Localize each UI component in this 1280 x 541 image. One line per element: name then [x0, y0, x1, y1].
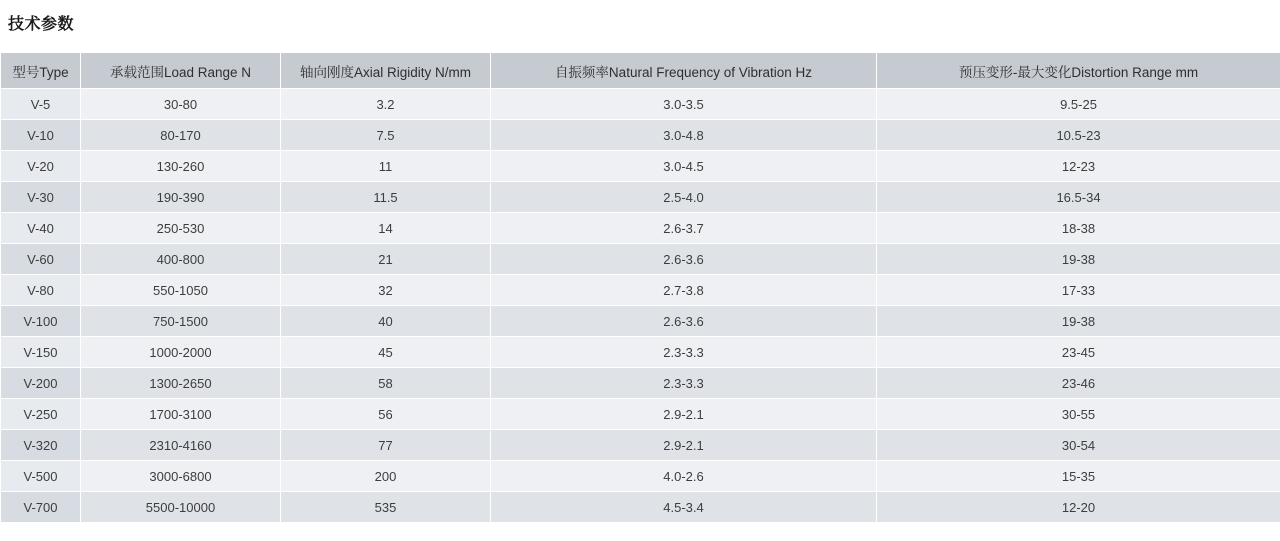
cell-type: V-320 — [1, 430, 81, 461]
cell-load-range: 190-390 — [81, 182, 281, 213]
column-header-axial-rigidity: 轴向刚度Axial Rigidity N/mm — [281, 53, 491, 89]
cell-natural-frequency: 3.0-3.5 — [491, 89, 877, 120]
cell-axial-rigidity: 58 — [281, 368, 491, 399]
cell-distortion-range: 23-45 — [877, 337, 1280, 368]
cell-type: V-100 — [1, 306, 81, 337]
cell-load-range: 1700-3100 — [81, 399, 281, 430]
cell-distortion-range: 16.5-34 — [877, 182, 1280, 213]
cell-axial-rigidity: 11.5 — [281, 182, 491, 213]
column-header-natural-frequency: 自振频率Natural Frequency of Vibration Hz — [491, 53, 877, 89]
table-row — [1, 492, 1280, 523]
cell-type: V-20 — [1, 151, 81, 182]
cell-distortion-range: 10.5-23 — [877, 120, 1280, 151]
cell-load-range: 1000-2000 — [81, 337, 281, 368]
cell-distortion-range: 12-20 — [877, 492, 1280, 523]
cell-load-range: 400-800 — [81, 244, 281, 275]
cell-axial-rigidity: 3.2 — [281, 89, 491, 120]
cell-axial-rigidity: 7.5 — [281, 120, 491, 151]
cell-distortion-range: 12-23 — [877, 151, 1280, 182]
table-row — [1, 89, 1280, 120]
table-row — [1, 244, 1280, 275]
cell-natural-frequency: 2.7-3.8 — [491, 275, 877, 306]
cell-distortion-range: 30-54 — [877, 430, 1280, 461]
cell-natural-frequency: 2.6-3.6 — [491, 244, 877, 275]
cell-type: V-700 — [1, 492, 81, 523]
cell-distortion-range: 18-38 — [877, 213, 1280, 244]
cell-natural-frequency: 2.9-2.1 — [491, 430, 877, 461]
page-title: 技术参数 — [8, 16, 75, 33]
table-row — [1, 120, 1280, 151]
cell-load-range: 130-260 — [81, 151, 281, 182]
cell-natural-frequency: 2.3-3.3 — [491, 337, 877, 368]
cell-natural-frequency: 4.5-3.4 — [491, 492, 877, 523]
table-row — [1, 368, 1280, 399]
cell-distortion-range: 23-46 — [877, 368, 1280, 399]
column-header-type: 型号Type — [1, 53, 81, 89]
cell-natural-frequency: 2.5-4.0 — [491, 182, 877, 213]
table-row — [1, 306, 1280, 337]
table-row — [1, 182, 1280, 213]
cell-load-range: 2310-4160 — [81, 430, 281, 461]
cell-natural-frequency: 2.6-3.6 — [491, 306, 877, 337]
table-row — [1, 337, 1280, 368]
cell-load-range: 250-530 — [81, 213, 281, 244]
cell-distortion-range: 9.5-25 — [877, 89, 1280, 120]
cell-natural-frequency: 2.6-3.7 — [491, 213, 877, 244]
table-header — [1, 53, 1280, 89]
cell-type: V-200 — [1, 368, 81, 399]
cell-axial-rigidity: 21 — [281, 244, 491, 275]
technical-parameters-table — [0, 52, 1280, 523]
cell-type: V-150 — [1, 337, 81, 368]
cell-axial-rigidity: 56 — [281, 399, 491, 430]
cell-distortion-range: 19-38 — [877, 244, 1280, 275]
table-body — [1, 89, 1280, 523]
cell-load-range: 80-170 — [81, 120, 281, 151]
cell-axial-rigidity: 32 — [281, 275, 491, 306]
cell-load-range: 5500-10000 — [81, 492, 281, 523]
table-row — [1, 275, 1280, 306]
cell-type: V-30 — [1, 182, 81, 213]
cell-distortion-range: 17-33 — [877, 275, 1280, 306]
cell-type: V-40 — [1, 213, 81, 244]
cell-load-range: 750-1500 — [81, 306, 281, 337]
cell-axial-rigidity: 200 — [281, 461, 491, 492]
cell-load-range: 30-80 — [81, 89, 281, 120]
cell-load-range: 1300-2650 — [81, 368, 281, 399]
cell-type: V-60 — [1, 244, 81, 275]
cell-distortion-range: 15-35 — [877, 461, 1280, 492]
table-header-row — [1, 53, 1280, 89]
column-header-load-range: 承载范围Load Range N — [81, 53, 281, 89]
column-header-distortion-range: 预压变形-最大变化Distortion Range mm — [877, 53, 1280, 89]
cell-natural-frequency: 2.3-3.3 — [491, 368, 877, 399]
cell-axial-rigidity: 14 — [281, 213, 491, 244]
table-row — [1, 461, 1280, 492]
cell-type: V-80 — [1, 275, 81, 306]
cell-natural-frequency: 2.9-2.1 — [491, 399, 877, 430]
table-row — [1, 430, 1280, 461]
cell-type: V-250 — [1, 399, 81, 430]
cell-axial-rigidity: 45 — [281, 337, 491, 368]
table-row — [1, 399, 1280, 430]
cell-axial-rigidity: 77 — [281, 430, 491, 461]
cell-type: V-5 — [1, 89, 81, 120]
cell-load-range: 3000-6800 — [81, 461, 281, 492]
table-row — [1, 213, 1280, 244]
cell-axial-rigidity: 11 — [281, 151, 491, 182]
cell-type: V-10 — [1, 120, 81, 151]
cell-natural-frequency: 4.0-2.6 — [491, 461, 877, 492]
cell-distortion-range: 30-55 — [877, 399, 1280, 430]
cell-natural-frequency: 3.0-4.8 — [491, 120, 877, 151]
cell-type: V-500 — [1, 461, 81, 492]
cell-load-range: 550-1050 — [81, 275, 281, 306]
table-row — [1, 151, 1280, 182]
cell-axial-rigidity: 535 — [281, 492, 491, 523]
cell-axial-rigidity: 40 — [281, 306, 491, 337]
cell-distortion-range: 19-38 — [877, 306, 1280, 337]
cell-natural-frequency: 3.0-4.5 — [491, 151, 877, 182]
